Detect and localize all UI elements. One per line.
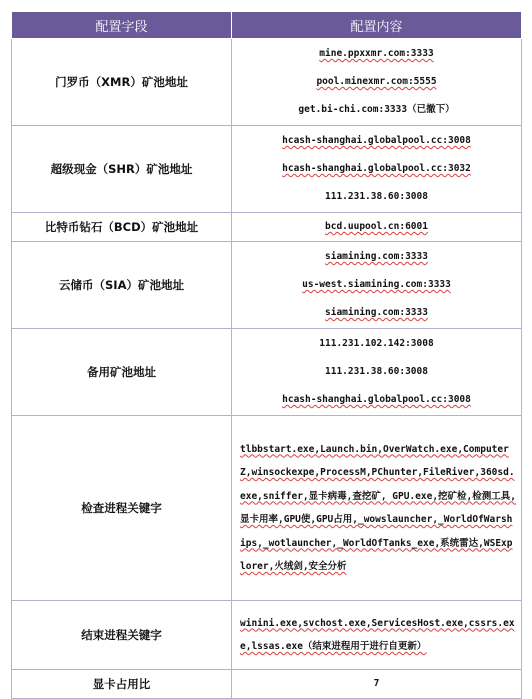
pool-address: siamining.com:3333 bbox=[325, 307, 428, 318]
content-cell bbox=[232, 329, 522, 416]
gpu-ratio-value: 7 bbox=[373, 678, 380, 689]
content-cell bbox=[232, 213, 522, 242]
pool-address: hcash-shanghai.globalpool.cc:3008 bbox=[282, 135, 471, 146]
field-cell: 结束进程关键字 bbox=[12, 601, 232, 670]
table-row bbox=[12, 670, 522, 699]
config-table bbox=[11, 11, 522, 699]
header-config-content: 配置内容 bbox=[232, 12, 522, 39]
table-row bbox=[12, 213, 522, 242]
table-row bbox=[12, 39, 522, 126]
table-row bbox=[12, 416, 522, 601]
content-cell bbox=[232, 416, 522, 601]
header-config-field: 配置字段 bbox=[12, 12, 232, 39]
process-keywords: winini.exe,svchost.exe,ServicesHost.exe,cssrs.exe,lssas.exe（结束进程用于进行自更新） bbox=[240, 617, 515, 652]
table-row bbox=[12, 601, 522, 670]
pool-address: 111.231.38.60:3008 bbox=[325, 191, 428, 202]
field-cell: 显卡占用比 bbox=[12, 670, 232, 699]
pool-address: mine.ppxxmr.com:3333 bbox=[319, 48, 434, 59]
field-cell: 备用矿池地址 bbox=[12, 329, 232, 416]
table-row bbox=[12, 126, 522, 213]
pool-address: get.bi-chi.com:3333（已撤下） bbox=[298, 104, 455, 115]
content-cell bbox=[232, 670, 522, 699]
table-header-row bbox=[12, 12, 522, 39]
table-row bbox=[12, 329, 522, 416]
field-cell: 检查进程关键字 bbox=[12, 416, 232, 601]
pool-address: 111.231.102.142:3008 bbox=[319, 338, 434, 349]
process-keywords: tlbbstart.exe,Launch.bin,OverWatch.exe,ComputerZ,winsockexpe,ProcessM,PChunter,FileRiver,360sd.exe,sniffer,显卡病毒,查挖矿, GPU.exe,挖矿检,检测工具,显卡用率,GPU使,GPU占用,_wowslauncher,_WorldOfWarships,_wotlauncher,_WorldOfTanks_exe,系统雷达,WSExplorer,火绒剑,安全分析 bbox=[240, 443, 516, 572]
pool-address: hcash-shanghai.globalpool.cc:3008 bbox=[282, 394, 471, 405]
table-row bbox=[12, 242, 522, 329]
field-cell: 云储币（SIA）矿池地址 bbox=[12, 242, 232, 329]
content-cell bbox=[232, 242, 522, 329]
pool-address: bcd.uupool.cn:6001 bbox=[325, 221, 428, 232]
content-cell bbox=[232, 601, 522, 670]
content-cell bbox=[232, 126, 522, 213]
pool-address: pool.minexmr.com:5555 bbox=[316, 76, 437, 87]
field-cell: 门罗币（XMR）矿池地址 bbox=[12, 39, 232, 126]
pool-address: siamining.com:3333 bbox=[325, 251, 428, 262]
pool-address: hcash-shanghai.globalpool.cc:3032 bbox=[282, 163, 471, 174]
field-cell: 比特币钻石（BCD）矿池地址 bbox=[12, 213, 232, 242]
field-cell: 超级现金（SHR）矿池地址 bbox=[12, 126, 232, 213]
content-cell bbox=[232, 39, 522, 126]
pool-address: 111.231.38.60:3008 bbox=[325, 366, 428, 377]
pool-address: us-west.siamining.com:3333 bbox=[302, 279, 451, 290]
